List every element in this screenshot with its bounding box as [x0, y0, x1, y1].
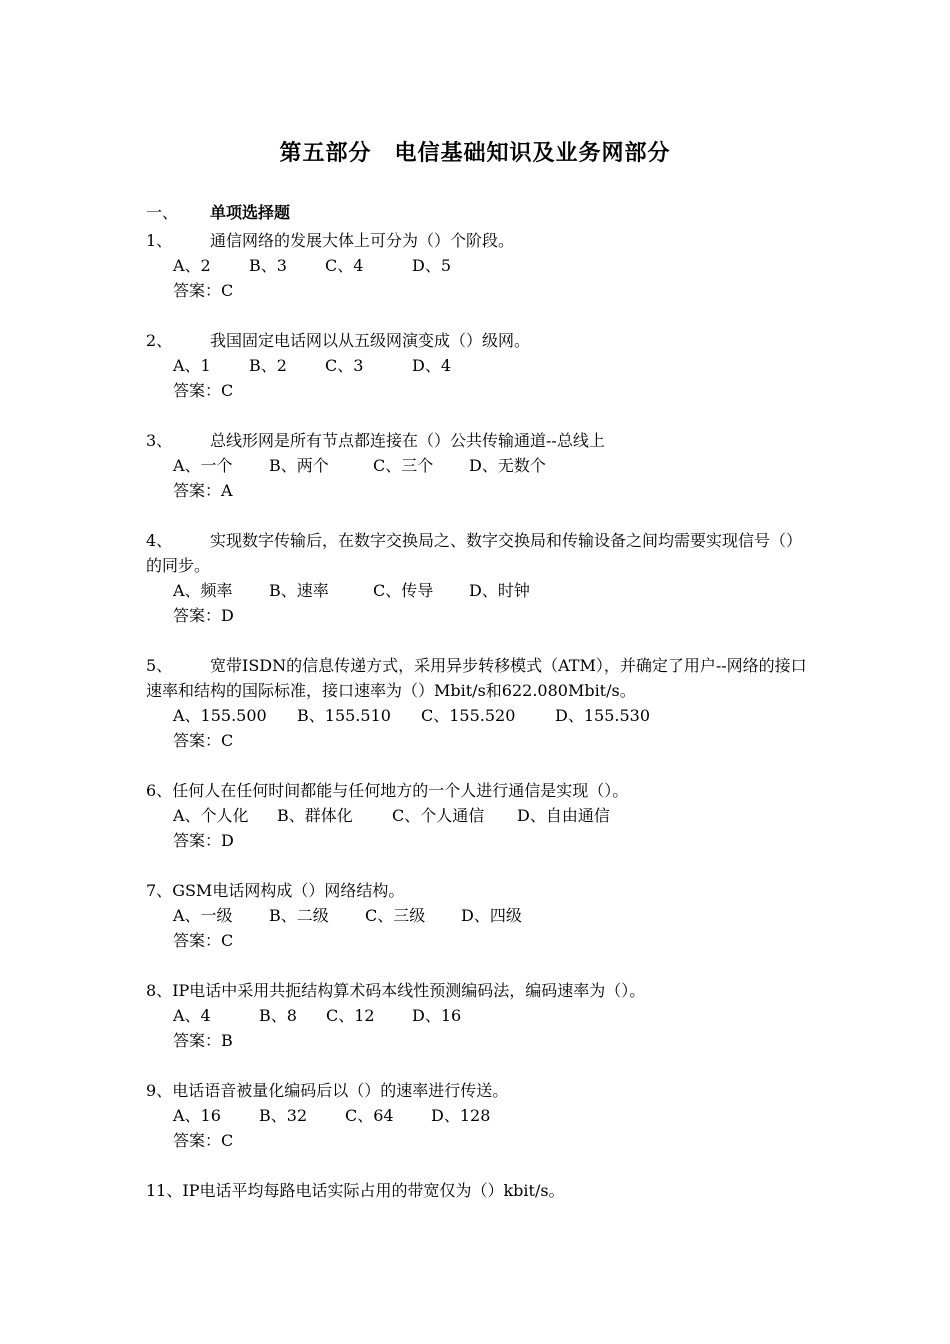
answer-line: [146, 278, 816, 303]
option-b: B、155.510: [297, 706, 391, 725]
answer-prefix: 答案：: [173, 481, 222, 500]
question-stem: IP电话平均每路电话实际占用的带宽仅为（）kbit/s。: [182, 1181, 565, 1200]
option-d: D、时钟: [469, 581, 530, 600]
option-d: D、155.530: [555, 706, 650, 725]
option-a: A、16: [173, 1106, 221, 1125]
answer-line: [146, 478, 816, 503]
answer-value: C: [221, 1131, 234, 1150]
question-number: 8、: [146, 981, 173, 1000]
question-text: [146, 328, 816, 353]
question-text: [146, 878, 816, 903]
option-b: B、二级: [269, 906, 329, 925]
option-c: C、4: [325, 256, 364, 275]
option-b: B、速率: [269, 581, 329, 600]
option-b: B、两个: [269, 456, 329, 475]
question-text: [146, 428, 816, 453]
option-a: A、1: [173, 356, 211, 375]
option-b: B、32: [259, 1106, 308, 1125]
question-number: 6、: [146, 781, 173, 800]
options-row: [146, 1003, 816, 1028]
options-row: [146, 453, 816, 478]
option-c: C、155.520: [421, 706, 516, 725]
option-b: B、2: [249, 356, 287, 375]
question-text: [146, 653, 816, 703]
question-number: 7、: [146, 881, 173, 900]
option-d: D、128: [431, 1106, 491, 1125]
question-stem: IP电话中采用共扼结构算术码本线性预测编码法，编码速率为（）。: [172, 981, 646, 1000]
question-text: [146, 528, 816, 578]
question-number: 11、: [146, 1181, 183, 1200]
options-row: [146, 353, 816, 378]
question-item: [146, 878, 816, 953]
question-text: [146, 1178, 816, 1203]
option-d: D、4: [412, 356, 452, 375]
answer-value: D: [221, 831, 234, 850]
question-number: 9、: [146, 1081, 173, 1100]
option-c: C、个人通信: [392, 806, 485, 825]
question-stem: 实现数字传输后，在数字交换局之、数字交换局和传输设备之间均需要实现信号（）的同步。: [146, 531, 803, 575]
answer-prefix: 答案：: [173, 931, 222, 950]
option-a: A、频率: [173, 581, 233, 600]
question-text: [146, 1078, 816, 1103]
options-row: [146, 578, 816, 603]
answer-prefix: 答案：: [173, 281, 222, 300]
answer-prefix: 答案：: [173, 381, 222, 400]
option-a: A、155.500: [173, 706, 267, 725]
option-b: B、群体化: [277, 806, 353, 825]
question-number: 5、: [146, 656, 173, 675]
answer-line: [146, 1128, 816, 1153]
answer-value: C: [221, 931, 234, 950]
question-stem: 宽带ISDN的信息传递方式，采用异步转移模式（ATM），并确定了用户--网络的接口速率和结构的国际标准，接口速率为（）Mbit/s和622.080Mbit/s。: [146, 656, 807, 700]
option-d: D、无数个: [469, 456, 546, 475]
question-item: [146, 1178, 816, 1203]
question-stem: GSM电话网构成（）网络结构。: [172, 881, 405, 900]
answer-prefix: 答案：: [173, 731, 222, 750]
answer-value: C: [221, 381, 234, 400]
question-stem: 通信网络的发展大体上可分为（）个阶段。: [210, 231, 515, 250]
question-item: [146, 1078, 816, 1153]
options-row: [146, 703, 816, 728]
option-a: A、一个: [173, 456, 233, 475]
option-c: C、三级: [365, 906, 426, 925]
option-d: D、四级: [461, 906, 522, 925]
options-row: [146, 903, 816, 928]
question-number: 3、: [146, 431, 173, 450]
question-text: [146, 778, 816, 803]
option-d: D、16: [412, 1006, 462, 1025]
question-text: [146, 228, 816, 253]
answer-prefix: 答案：: [173, 831, 222, 850]
question-item: [146, 528, 816, 628]
question-item: [146, 978, 816, 1053]
question-text: [146, 978, 816, 1003]
option-c: C、传导: [373, 581, 434, 600]
answer-value: C: [221, 281, 234, 300]
option-a: A、2: [173, 256, 211, 275]
option-b: B、3: [249, 256, 287, 275]
section-number: 一、: [146, 203, 179, 222]
option-d: D、5: [412, 256, 452, 275]
answer-line: [146, 928, 816, 953]
question-stem: 任何人在任何时间都能与任何地方的一个人进行通信是实现（）。: [172, 781, 629, 800]
option-a: A、个人化: [173, 806, 249, 825]
answer-line: [146, 603, 816, 628]
question-stem: 总线形网是所有节点都连接在（）公共传输通道--总线上: [210, 431, 605, 450]
section-label: 单项选择题: [210, 203, 291, 222]
options-row: [146, 1103, 816, 1128]
answer-prefix: 答案：: [173, 606, 222, 625]
question-list: [146, 228, 816, 1228]
question-stem: 我国固定电话网以从五级网演变成（）级网。: [210, 331, 531, 350]
question-number: 2、: [146, 331, 173, 350]
question-item: [146, 228, 816, 303]
answer-line: [146, 378, 816, 403]
section-heading: [146, 200, 290, 223]
question-item: [146, 328, 816, 403]
answer-value: B: [221, 1031, 233, 1050]
question-item: [146, 428, 816, 503]
options-row: [146, 253, 816, 278]
answer-prefix: 答案：: [173, 1031, 222, 1050]
question-number: 1、: [146, 231, 173, 250]
option-b: B、8: [259, 1006, 297, 1025]
option-d: D、自由通信: [517, 806, 610, 825]
answer-value: C: [221, 731, 234, 750]
answer-line: [146, 828, 816, 853]
page-title: 第五部分 电信基础知识及业务网部分: [279, 140, 671, 166]
answer-value: A: [221, 481, 233, 500]
option-a: A、4: [173, 1006, 211, 1025]
question-stem: 电话语音被量化编码后以（）的速率进行传送。: [172, 1081, 509, 1100]
option-a: A、一级: [173, 906, 233, 925]
answer-line: [146, 1028, 816, 1053]
answer-line: [146, 728, 816, 753]
question-item: [146, 653, 816, 753]
answer-value: D: [221, 606, 234, 625]
question-item: [146, 778, 816, 853]
option-c: C、64: [345, 1106, 394, 1125]
option-c: C、3: [325, 356, 364, 375]
option-c: C、三个: [373, 456, 434, 475]
answer-prefix: 答案：: [173, 1131, 222, 1150]
option-c: C、12: [326, 1006, 375, 1025]
options-row: [146, 803, 816, 828]
question-number: 4、: [146, 531, 173, 550]
